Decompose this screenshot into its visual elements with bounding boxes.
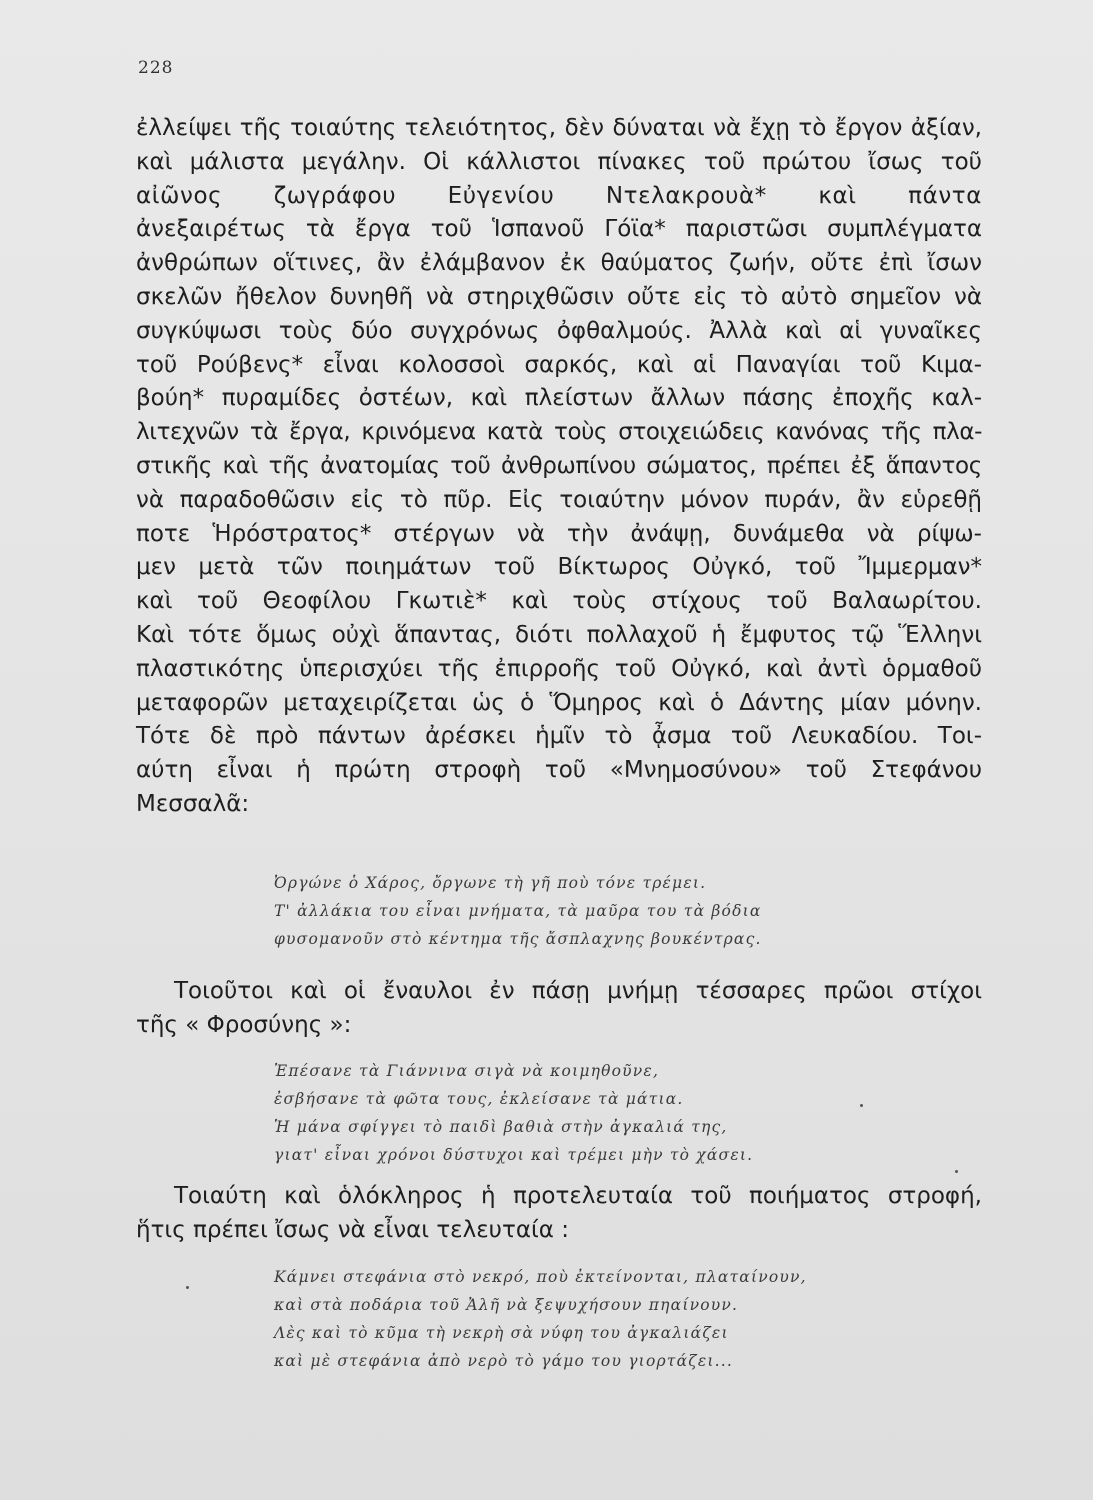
text-line: τοῦ Ρούβενς* εἶναι κολοσσοὶ σαρκός, καὶ αἱ Παναγίαι τοῦ Κιμα- bbox=[136, 351, 982, 378]
text-line: βούη* πυραμίδες ὀστέων, καὶ πλείστων ἄλλων πάσης ἐποχῆς καλ- bbox=[136, 385, 982, 412]
verse-line: καὶ μὲ στεφάνια ἀπὸ νερὸ τὸ γάμο του γιορτάζει... bbox=[274, 1352, 734, 1370]
text-line: τῆς « Φροσύνης »: bbox=[136, 1011, 352, 1038]
text-line: Μεσσαλᾶ: bbox=[136, 790, 250, 817]
ink-speck bbox=[860, 1104, 863, 1107]
text-line: μεταφορῶν μεταχειρίζεται ὡς ὁ Ὅμηρος καὶ ὁ Δάντης μίαν μόνην. bbox=[136, 689, 982, 716]
text-line: Τοιοῦτοι καὶ οἱ ἔναυλοι ἐν πάσῃ μνήμῃ τέσσαρες πρῶοι στίχοι bbox=[174, 978, 982, 1004]
text-line: συγκύψωσι τοὺς δύο συγχρόνως ὀφθαλμούς. Ἀλλὰ καὶ αἱ γυναῖκες bbox=[136, 317, 982, 344]
verse-line: ἐσβήσανε τὰ φῶτα τους, ἐκλείσανε τὰ μάτια. bbox=[274, 1090, 684, 1108]
text-line: Τοιαύτη καὶ ὁλόκληρος ἡ προτελευταία τοῦ ποιήματος στροφή, bbox=[174, 1183, 982, 1209]
ink-speck bbox=[955, 1170, 958, 1173]
text-line: λιτεχνῶν τὰ ἔργα, κρινόμενα κατὰ τοὺς στοιχειώδεις κανόνας τῆς πλα- bbox=[136, 419, 982, 446]
poem-excerpt-final-stanza bbox=[274, 1263, 807, 1375]
text-line: μεν μετὰ τῶν ποιημάτων τοῦ Βίκτωρος Οὐγκό, τοῦ Ἴμμερμαν* bbox=[136, 554, 982, 581]
text-line: πλαστικότης ὑπερισχύει τῆς ἐπιρροῆς τοῦ Οὐγκό, καὶ ἀντὶ ὁρμαθοῦ bbox=[136, 655, 982, 682]
text-line: στικῆς καὶ τῆς ἀνατομίας τοῦ ἀνθρωπίνου σώματος, πρέπει ἐξ ἅπαντος bbox=[136, 452, 982, 479]
verse-line: γιατ' εἶναι χρόνοι δύστυχοι καὶ τρέμει μὴν τὸ χάσει. bbox=[274, 1146, 754, 1164]
text-line: ἥτις πρέπει ἴσως νὰ εἶναι τελευταία : bbox=[136, 1216, 569, 1243]
text-line: ἀνεξαιρέτως τὰ ἔργα τοῦ Ἱσπανοῦ Γόϊα* παριστῶσι συμπλέγματα bbox=[136, 216, 982, 243]
verse-line: Ἐπέσανε τὰ Γιάννινα σιγὰ νὰ κοιμηθοῦνε, bbox=[274, 1062, 660, 1080]
text-line: ἐλλείψει τῆς τοιαύτης τελειότητος, δὲν δύναται νὰ ἔχῃ τὸ ἔργον ἀξίαν, bbox=[136, 115, 982, 141]
text-line: ποτε Ἡρόστρατος* στέργων νὰ τὴν ἀνάψῃ, δυνάμεθα νὰ ρίψω- bbox=[136, 520, 982, 547]
verse-line: Τ' ἀλλάκια του εἶναι μνήματα, τὰ μαῦρα του τὰ βόδια bbox=[274, 902, 762, 920]
text-line: ἀνθρώπων οἵτινες, ἂν ἐλάμβανον ἐκ θαύματος ζωήν, οὔτε ἐπὶ ἴσων bbox=[136, 250, 982, 277]
verse-line: Ἡ μάνα σφίγγει τὸ παιδὶ βαθιὰ στὴν ἀγκαλιά της, bbox=[274, 1118, 728, 1136]
text-line: Καὶ τότε ὅμως οὐχὶ ἅπαντας, διότι πολλαχοῦ ἡ ἔμφυτος τῷ Ἕλληνι bbox=[136, 621, 982, 648]
paragraph-last-stanza bbox=[136, 1180, 982, 1248]
text-line: αἰῶνος ζωγράφου Εὐγενίου Ντελακρουὰ* καὶ πάντα bbox=[136, 182, 982, 209]
poem-excerpt-mnimosyno bbox=[274, 869, 762, 953]
paragraph-main bbox=[136, 112, 982, 822]
text-line: καὶ τοῦ Θεοφίλου Γκωτιὲ* καὶ τοὺς στίχους τοῦ Βαλαωρίτου. bbox=[136, 588, 982, 615]
verse-line: Ὀργώνε ὁ Χάρος, ὄργωνε τὴ γῆ ποὺ τόνε τρέμει. bbox=[274, 874, 707, 892]
verse-line: Λὲς καὶ τὸ κῦμα τὴ νεκρὴ σὰ νύφη του ἀγκαλιάζει bbox=[274, 1324, 729, 1342]
text-line: αύτη εἶναι ἡ πρώτη στροφὴ τοῦ «Μνημοσύνου» τοῦ Στεφάνου bbox=[136, 757, 982, 784]
poem-excerpt-frosyni bbox=[274, 1057, 753, 1169]
verse-line: φυσομανοῦν στὸ κέντημα τῆς ἄσπλαχνης βουκέντρας. bbox=[274, 930, 762, 948]
verse-line: καὶ στὰ ποδάρια τοῦ Ἀλῆ νὰ ξεψυχήσουν πηαίνουν. bbox=[274, 1296, 739, 1314]
ink-speck bbox=[186, 1286, 189, 1289]
paragraph-frosyni bbox=[136, 975, 982, 1043]
page-number: 228 bbox=[138, 58, 174, 78]
text-line: Τότε δὲ πρὸ πάντων ἀρέσκει ἡμῖν τὸ ᾆσμα τοῦ Λευκαδίου. Τοι- bbox=[136, 723, 982, 750]
text-line: καὶ μάλιστα μεγάλην. Οἱ κάλλιστοι πίνακες τοῦ πρώτου ἴσως τοῦ bbox=[136, 148, 982, 175]
text-line: νὰ παραδοθῶσιν εἰς τὸ πῦρ. Εἰς τοιαύτην μόνον πυράν, ἂν εὑρεθῇ bbox=[136, 486, 982, 513]
text-line: σκελῶν ἤθελον δυνηθῆ νὰ στηριχθῶσιν οὔτε εἰς τὸ αὐτὸ σημεῖον νὰ bbox=[136, 283, 982, 310]
verse-line: Κάμνει στεφάνια στὸ νεκρό, ποὺ ἐκτείνονται, πλαταίνουν, bbox=[274, 1268, 807, 1286]
